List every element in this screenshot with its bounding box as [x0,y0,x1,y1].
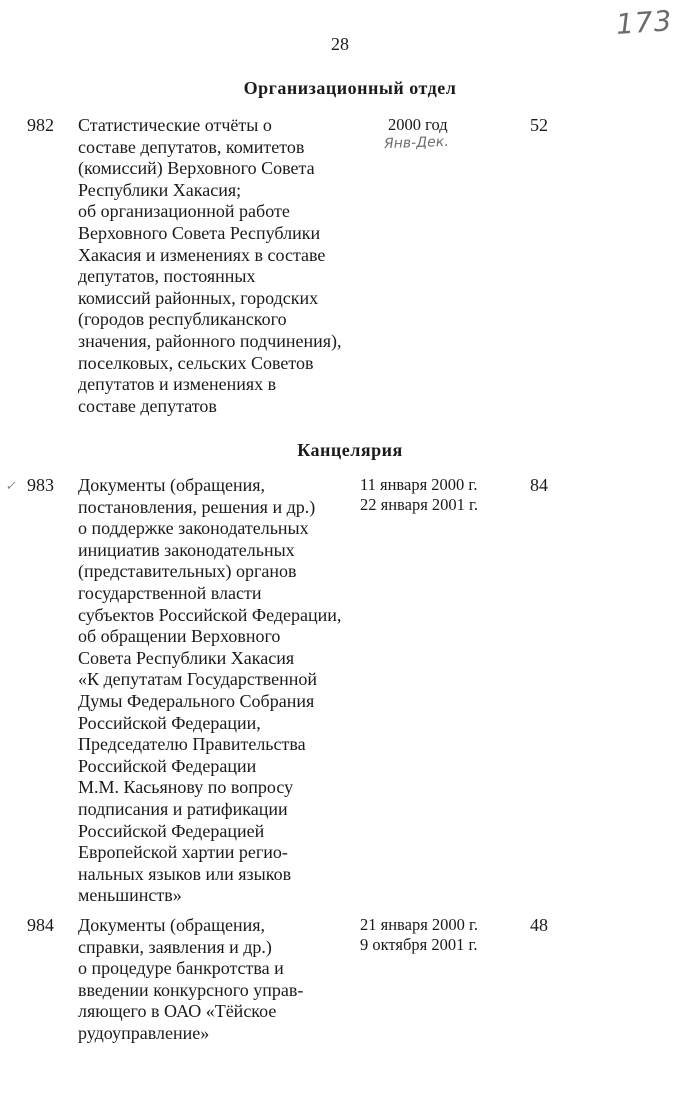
description-line: инициатив законодательных [78,539,295,560]
description-line: субъектов Российской Федерации, [78,604,342,625]
entry-number: 983 [27,475,54,495]
description-line: поселковых, сельских Советов [78,352,314,373]
description-line: о поддержке законодательных [78,518,309,539]
check-mark-icon: ✓ [5,478,16,493]
section-heading-organizational: Организационный отдел [243,78,457,98]
description-line: депутатов и изменениях в [78,374,277,395]
description-line: Хакасия и изменениях в составе [78,244,326,265]
entry-number: 982 [27,115,54,135]
entry-sheet-count: 52 [530,115,548,135]
page-number: 28 [331,34,349,54]
entry-dates [360,475,510,515]
description-line: меньшинств» [78,885,182,906]
description-line: (представительных) органов [78,561,297,582]
entry-description [78,915,363,1045]
date-line: 11 января 2000 г. [360,475,478,494]
description-line: нальных языков или языков [78,863,292,884]
description-line: постановления, решения и др.) [78,496,316,517]
description-line: введении конкурсного управ- [78,979,304,1000]
entry-dates [360,915,510,955]
description-line: значения, районного подчинения), [78,330,342,351]
description-line: Документы (обращения, [78,915,266,935]
description-line: подписания и ратификации [78,798,288,819]
description-line: составе депутатов, комитетов [78,136,305,157]
description-line: справки, заявления и др.) [78,936,272,957]
entry-sheet-count: 84 [530,475,548,495]
section-heading-chancellery: Канцелярия [297,440,403,460]
description-line: рудоуправление» [78,1022,210,1043]
entry-description [78,475,363,907]
description-line: ляющего в ОАО «Тёйское [78,1001,277,1022]
description-line: Документы (обращения, [78,475,266,495]
description-line: депутатов, постоянных [78,266,256,287]
description-line: Думы Федерального Собрания [78,690,315,711]
date-line: 22 января 2001 г. [360,495,479,514]
description-line: Республики Хакасия; [78,179,242,200]
entry-sheet-count: 48 [530,915,548,935]
description-line: М.М. Касьянову по вопросу [78,777,294,798]
description-line: (городов республиканского [78,309,287,330]
description-line: Верховного Совета Республики [78,222,321,243]
description-line: государственной власти [78,582,262,603]
description-line: «К депутатам Государственной [78,669,318,690]
date-line: 21 января 2000 г. [360,915,479,934]
description-line: Совета Республики Хакасия [78,647,295,668]
description-line: Российской Федерации, [78,712,261,733]
entry-dates [388,115,538,135]
description-line: Российской Федерацией [78,820,265,841]
description-line: о процедуре банкротства и [78,958,284,979]
entry-description [78,115,363,417]
description-line: об обращении Верховного [78,626,281,647]
description-line: (комиссий) Верховного Совета [78,158,315,179]
description-line: Председателю Правительства [78,734,306,755]
handwritten-folio-number: 173 [614,4,674,41]
description-line: составе депутатов [78,395,217,416]
description-line: об организационной работе [78,201,290,222]
description-line: Статистические отчёты о [78,115,272,135]
date-line: 2000 год [388,115,448,134]
description-line: Европейской хартии регио- [78,842,288,863]
description-line: Российской Федерации [78,755,257,776]
description-line: комиссий районных, городских [78,287,319,308]
date-line: 9 октября 2001 г. [360,935,478,954]
handwritten-date-note: Янв-Дек. [383,133,449,153]
entry-number: 984 [27,915,54,935]
